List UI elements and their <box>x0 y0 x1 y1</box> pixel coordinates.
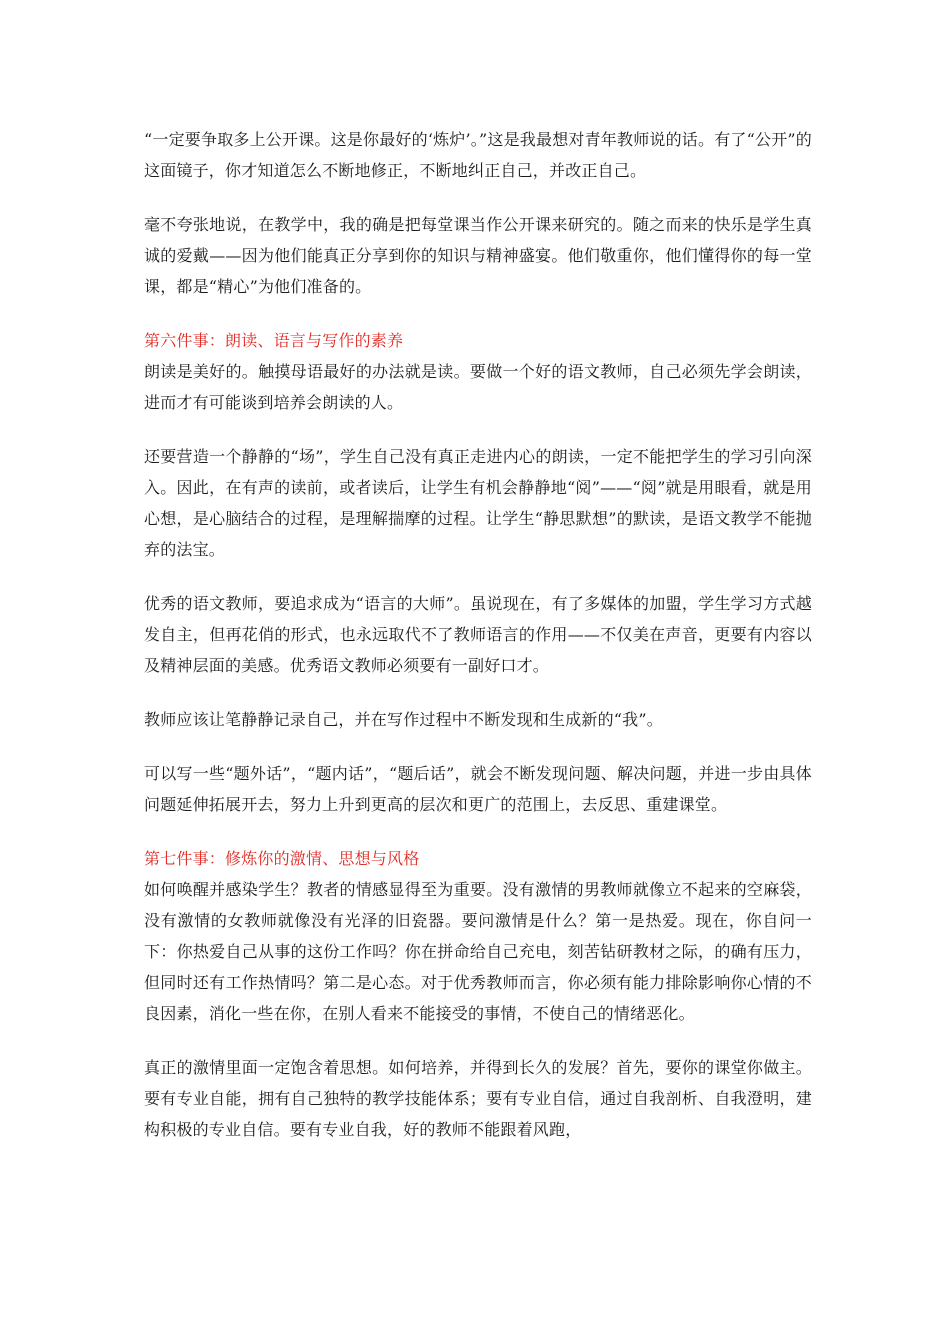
paragraph-reflection: 可以写一些“题外话”，“题内话”，“题后话”，就会不断发现问题、解决问题，并进一步由具体问题延伸拓展开去，努力上升到更高的层次和更广的范围上，去反思、重建课堂。 <box>144 764 812 814</box>
section-heading-6: 第六件事：朗读、语言与写作的素养 <box>144 331 404 350</box>
section-heading-7: 第七件事：修炼你的激情、思想与风格 <box>144 849 420 868</box>
paragraph-public-lessons: “一定要争取多上公开课。这是你最好的‘炼炉’。”这是我最想对青年教师说的话。有了“公开”的这面镜子，你才知道怎么不断地修正，不断地纠正自己，并改正自己。 <box>144 130 812 180</box>
paragraph-thought: 真正的激情里面一定饱含着思想。如何培养，并得到长久的发展？首先，要你的课堂你做主。要有专业自能，拥有自己独特的教学技能体系；要有专业自信，通过自我剖析、自我澄明，建构积极的专业自信。要有专业自我，好的教师不能跟着风跑， <box>144 1058 812 1139</box>
paragraph-every-lesson: 毫不夸张地说，在教学中，我的确是把每堂课当作公开课来研究的。随之而来的快乐是学生真诚的爱戴——因为他们能真正分享到你的知识与精神盛宴。他们敬重你，他们懂得你的每一堂课，都是“精心”为他们准备的。 <box>144 215 812 296</box>
paragraph-reading: 朗读是美好的。触摸母语最好的办法就是读。要做一个好的语文教师，自己必须先学会朗读，进而才有可能谈到培养会朗读的人。 <box>144 362 812 412</box>
paragraph-passion: 如何唤醒并感染学生？教者的情感显得至为重要。没有激情的男教师就像立不起来的空麻袋，没有激情的女教师就像没有光泽的旧瓷器。要问激情是什么？第一是热爱。现在，你自问一下：你热爱自己从事的这份工作吗？你在拼命给自己充电，刻苦钻研教材之际，的确有压力，但同时还有工作热情吗？第二是心态。对于优秀教师而言，你必须有能力排除影响你心情的不良因素，消化一些在你，在别人看来不能接受的事情，不使自己的情绪恶化。 <box>144 880 812 1023</box>
paragraph-language-master: 优秀的语文教师，要追求成为“语言的大师”。虽说现在，有了多媒体的加盟，学生学习方式越发自主，但再花俏的形式，也永远取代不了教师语言的作用——不仅美在声音，更要有内容以及精神层面的美感。优秀语文教师必须要有一副好口才。 <box>144 594 812 675</box>
paragraph-writing: 教师应该让笔静静记录自己，并在写作过程中不断发现和生成新的“我”。 <box>144 710 663 729</box>
document-page <box>144 124 812 1145</box>
paragraph-quiet-field: 还要营造一个静静的“场”，学生自己没有真正走进内心的朗读，一定不能把学生的学习引向深入。因此，在有声的读前，或者读后，让学生有机会静静地“阅”——“阅”就是用眼看，就是用心想，是心脑结合的过程，是理解揣摩的过程。让学生“静思默想”的默读，是语文教学不能抛弃的法宝。 <box>144 447 812 559</box>
